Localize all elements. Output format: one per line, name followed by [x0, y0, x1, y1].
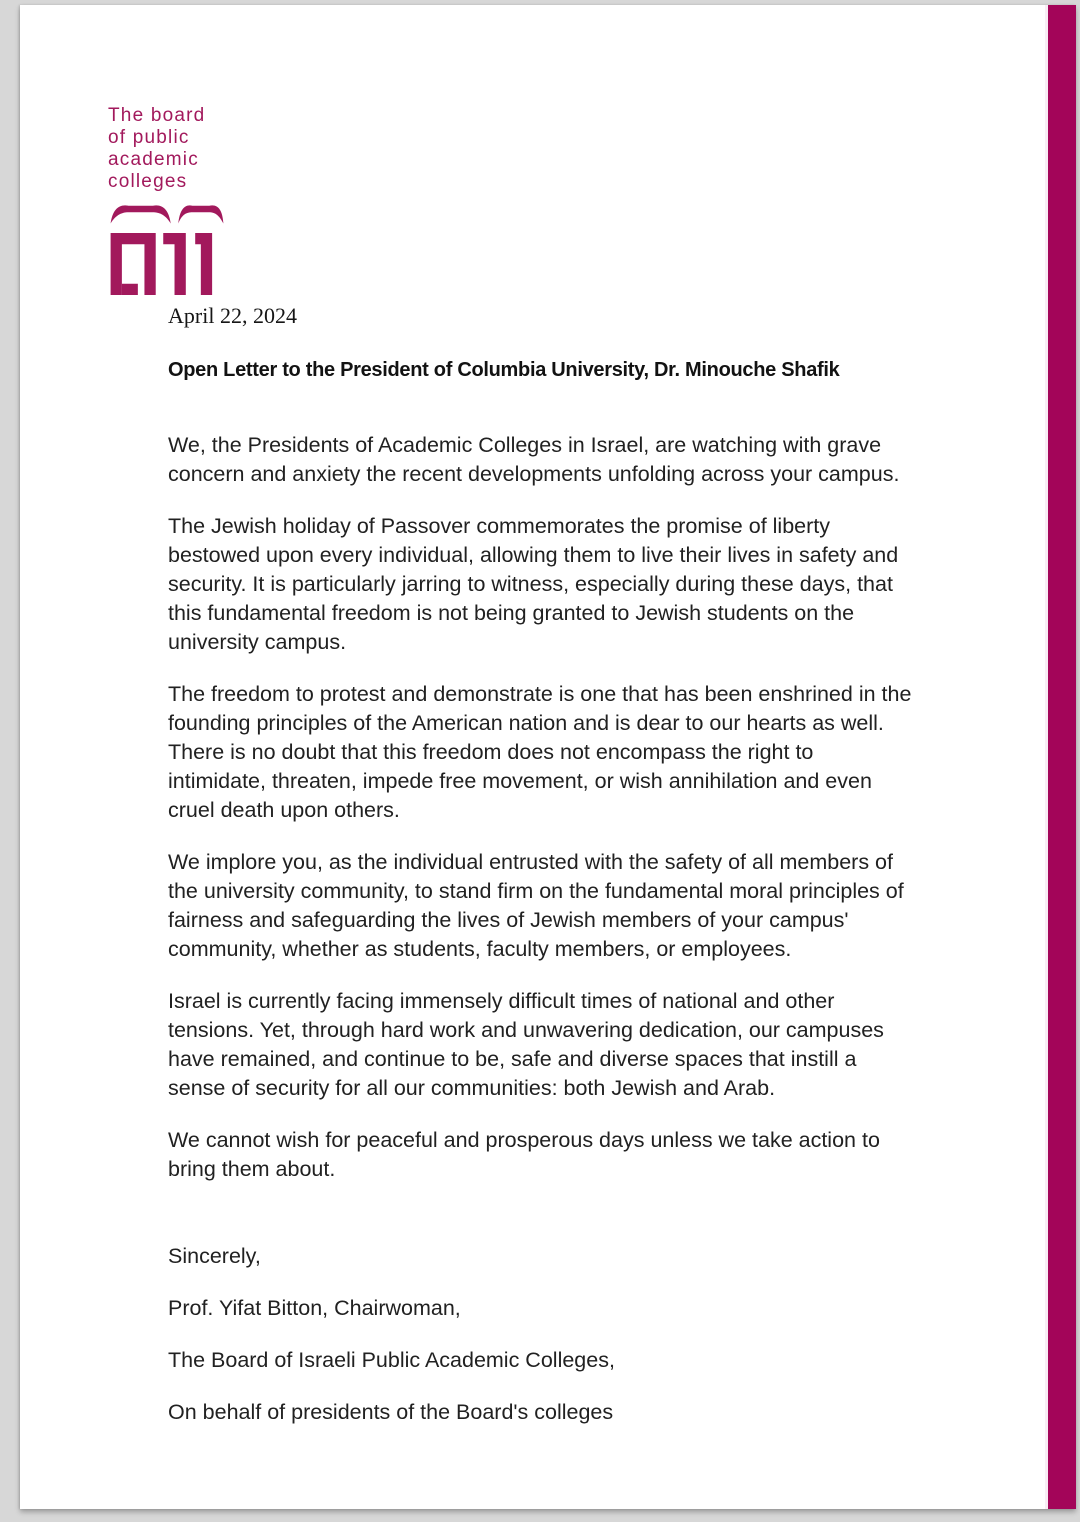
logo-wordmark-line: academic [108, 149, 199, 170]
letter-body [168, 303, 913, 1450]
closing-block [168, 1242, 913, 1427]
paragraph-6: We cannot wish for peaceful and prosperous days unless we take action to bring them about. [168, 1128, 880, 1181]
closing-sincerely: Sincerely, [168, 1244, 261, 1268]
right-accent-bar [1045, 5, 1076, 1509]
logo-wordmark-line: The board [108, 105, 206, 126]
paragraph-3: The freedom to protest and demonstrate is one that has been enshrined in the founding principles of the American nation and is dear to our hearts as well. There is no doubt that this freedom does not encompass the right to intimidate, threaten, impede free movement, or wish annihilation and even cruel death upon others. [168, 682, 912, 822]
paragraph-2: The Jewish holiday of Passover commemorates the promise of liberty bestowed upon every individual, allowing them to live their lives in safety and security. It is particularly jarring to witness, especially during these days, that this fundamental freedom is not being granted to Jewish students on the university campus. [168, 514, 899, 654]
paragraph-4: We implore you, as the individual entrusted with the safety of all members of the university community, to stand firm on the fundamental moral principles of fairness and safeguarding the lives of Jewish members of your campus' community, whether as students, faculty members, or employees. [168, 850, 904, 961]
paragraph-5: Israel is currently facing immensely difficult times of national and other tensions. Yet, through hard work and unwavering dedication, our campuses have remained, and continue to be, safe and diverse spaces that instill a sense of security for all our communities: both Jewish and Arab. [168, 989, 884, 1100]
closing-signatory-name: Prof. Yifat Bitton, Chairwoman, [168, 1296, 461, 1320]
logo-wordmark-line: colleges [108, 171, 188, 192]
letter-title: Open Letter to the President of Columbia University, Dr. Minouche Shafik [168, 359, 840, 381]
hebrew-acronym-mark-icon [108, 201, 226, 295]
board-logo [108, 105, 248, 295]
logo-wordmark [108, 105, 248, 193]
logo-wordmark-line: of public [108, 127, 190, 148]
letter-page [20, 5, 1076, 1509]
closing-organization: The Board of Israeli Public Academic Colleges, [168, 1348, 615, 1372]
closing-on-behalf: On behalf of presidents of the Board's colleges [168, 1400, 614, 1424]
letter-date: April 22, 2024 [168, 303, 297, 328]
paragraph-1: We, the Presidents of Academic Colleges in Israel, are watching with grave concern and anxiety the recent developments unfolding across your campus. [168, 433, 900, 486]
